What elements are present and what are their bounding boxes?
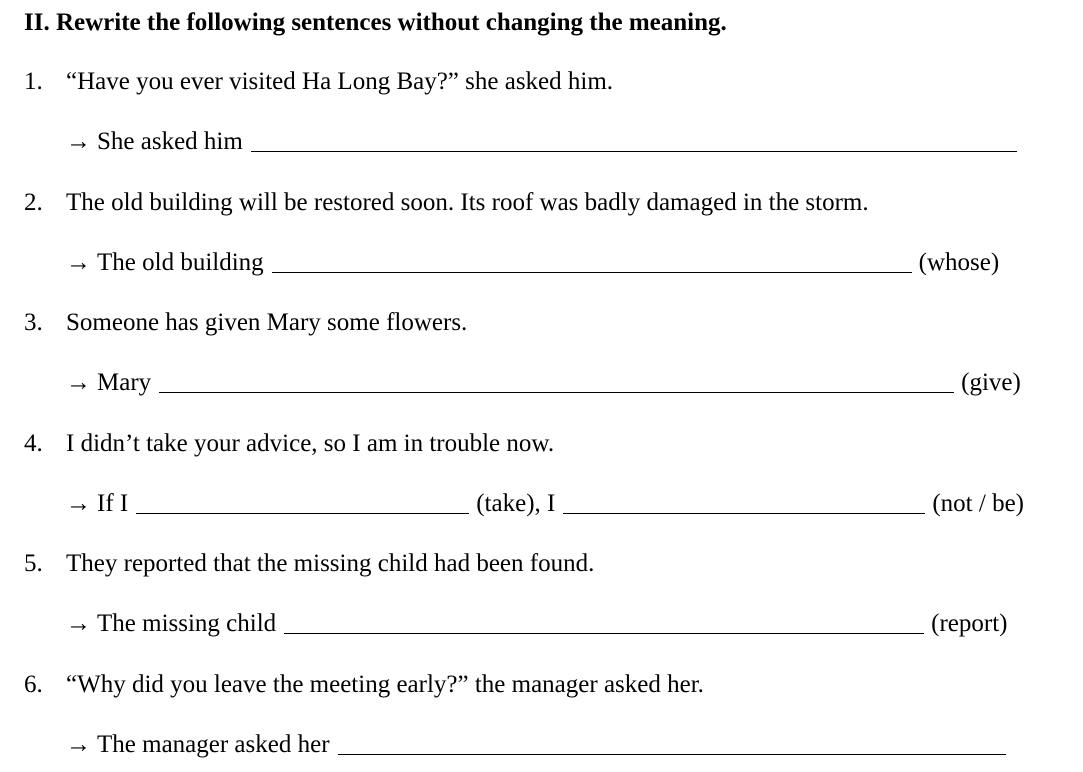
arrow-icon: → xyxy=(66,490,91,517)
answer-prompt: She asked him xyxy=(97,128,243,155)
answer-blank-1[interactable] xyxy=(136,487,469,514)
arrow-icon: → xyxy=(66,128,91,155)
verb-hint: (not / be) xyxy=(932,490,1024,517)
answer-line-4 xyxy=(0,484,1083,524)
question-number: 6. xyxy=(24,671,43,698)
question-sentence: Someone has given Mary some flowers. xyxy=(66,309,468,336)
answer-blank[interactable] xyxy=(338,728,1006,755)
arrow-icon: → xyxy=(66,249,91,276)
question-5 xyxy=(0,544,1083,584)
question-number: 4. xyxy=(24,430,43,457)
answer-line-6 xyxy=(0,725,1083,765)
question-number: 3. xyxy=(24,309,43,336)
question-number: 1. xyxy=(24,68,43,95)
question-sentence: I didn’t take your advice, so I am in trouble now. xyxy=(66,430,555,457)
verb-hint-mid: (take), I xyxy=(476,490,556,517)
question-sentence: The old building will be restored soon. Its roof was badly damaged in the storm. xyxy=(66,189,869,216)
question-2 xyxy=(0,183,1083,223)
question-3 xyxy=(0,303,1083,343)
question-number: 2. xyxy=(24,189,43,216)
arrow-icon: → xyxy=(66,610,91,637)
exercise-heading: II. Rewrite the following sentences without changing the meaning. xyxy=(24,9,727,36)
question-6 xyxy=(0,665,1083,705)
answer-prompt: The manager asked her xyxy=(97,731,330,758)
answer-blank[interactable] xyxy=(272,246,912,273)
question-sentence: “Have you ever visited Ha Long Bay?” she asked him. xyxy=(66,68,614,95)
question-number: 5. xyxy=(24,550,43,577)
question-sentence: “Why did you leave the meeting early?” the manager asked her. xyxy=(66,671,704,698)
answer-prompt: The old building xyxy=(97,249,264,276)
answer-prompt: Mary xyxy=(97,369,152,396)
verb-hint: (give) xyxy=(961,369,1021,396)
question-4 xyxy=(0,424,1083,464)
answer-line-5 xyxy=(0,604,1083,644)
answer-prompt: If I xyxy=(97,490,129,517)
question-sentence: They reported that the missing child had been found. xyxy=(66,550,595,577)
answer-line-2 xyxy=(0,243,1083,283)
arrow-icon: → xyxy=(66,731,91,758)
answer-blank-2[interactable] xyxy=(563,487,925,514)
answer-blank[interactable] xyxy=(251,125,1017,152)
answer-blank[interactable] xyxy=(159,366,954,393)
question-1 xyxy=(0,62,1083,102)
verb-hint: (report) xyxy=(931,610,1008,637)
arrow-icon: → xyxy=(66,369,91,396)
answer-blank[interactable] xyxy=(284,607,924,634)
answer-line-1 xyxy=(0,122,1083,162)
answer-prompt: The missing child xyxy=(97,610,277,637)
answer-line-3 xyxy=(0,363,1083,403)
verb-hint: (whose) xyxy=(918,249,1000,276)
